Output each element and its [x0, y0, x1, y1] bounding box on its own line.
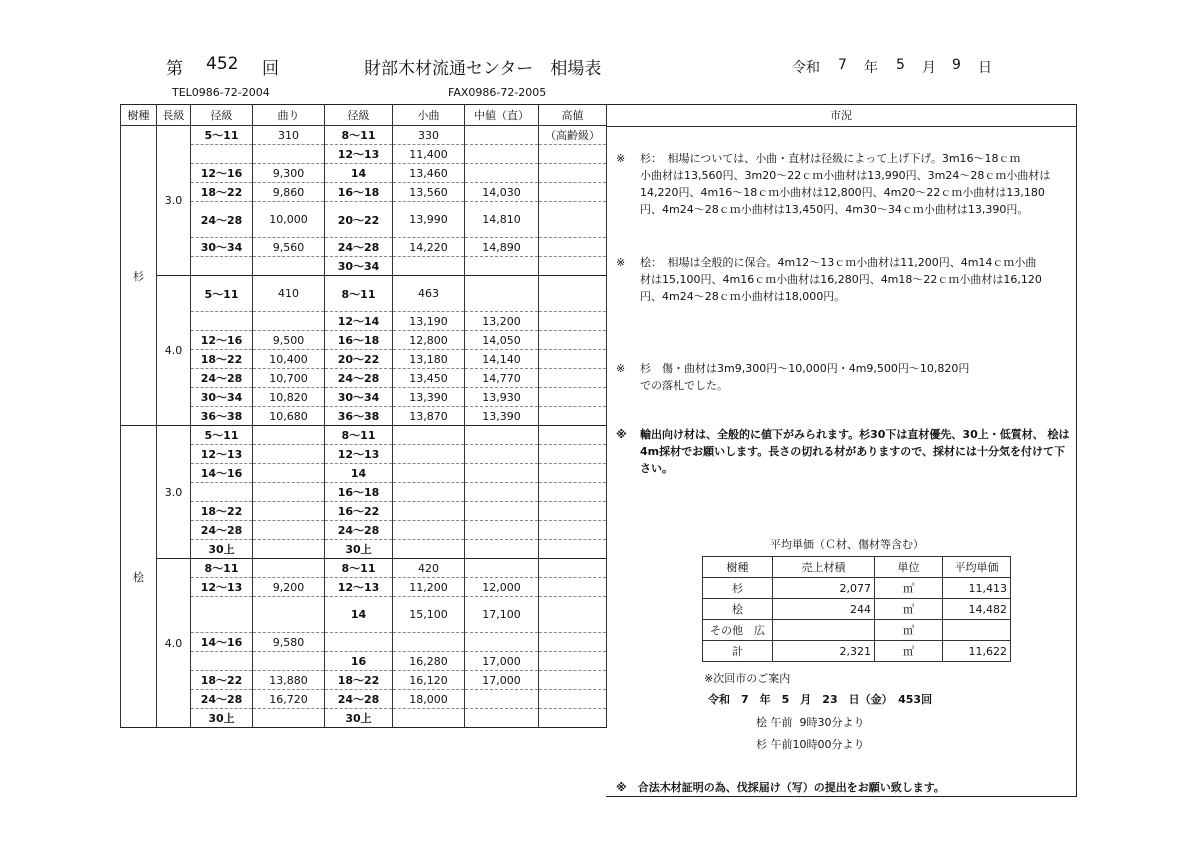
high-price-cell — [539, 238, 607, 257]
bent-price-cell: 9,860 — [253, 183, 325, 202]
diameter-cell: 18～22 — [325, 671, 393, 690]
bent-price-cell: 9,500 — [253, 331, 325, 350]
mid-price-cell: 14,050 — [465, 331, 539, 350]
avg-species-cell: 計 — [703, 641, 773, 662]
mid-price-cell: 14,030 — [465, 183, 539, 202]
high-price-cell — [539, 464, 607, 483]
damage-line-2: での落札でした。 — [640, 379, 728, 392]
diameter-cell — [191, 597, 253, 633]
diameter-cell: 30～34 — [325, 257, 393, 276]
bent-price-cell — [253, 709, 325, 728]
bent-price-cell — [253, 312, 325, 331]
diameter-cell: 24～28 — [191, 202, 253, 238]
table-row — [121, 652, 607, 671]
avg-price-cell — [943, 620, 1011, 641]
table-row — [121, 671, 607, 690]
table-row — [703, 578, 1011, 599]
bent-price-cell: 13,880 — [253, 671, 325, 690]
col-bent: 曲り — [253, 105, 325, 126]
export-comment — [616, 426, 1076, 477]
bent-price-cell — [253, 652, 325, 671]
high-price-cell — [539, 331, 607, 350]
species-cell: 桧 — [121, 426, 157, 728]
diameter-cell: 36～38 — [325, 407, 393, 426]
bent-price-cell — [253, 540, 325, 559]
table-row — [121, 483, 607, 502]
sugi-line-2: 小曲材は13,560円、3m20～22ｃｍ小曲材は13,990円、3m24～28ｃｍ小曲材は — [640, 169, 1051, 182]
diameter-cell: 18～22 — [191, 502, 253, 521]
mid-price-cell: 17,100 — [465, 597, 539, 633]
mid-price-cell — [465, 164, 539, 183]
col-slight-bent: 小曲 — [393, 105, 465, 126]
table-row — [703, 620, 1011, 641]
table-row — [121, 559, 607, 578]
avg-price-cell: 11,622 — [943, 641, 1011, 662]
avg-col-unit: 単位 — [875, 557, 943, 578]
slight-bent-price-cell: 11,200 — [393, 578, 465, 597]
length-cell: 4.0 — [157, 559, 191, 728]
table-row — [121, 164, 607, 183]
sugi-start-time: 杉 午前10時00分より — [756, 738, 865, 751]
table-row — [121, 633, 607, 652]
high-price-cell — [539, 671, 607, 690]
high-price-cell — [539, 388, 607, 407]
diameter-cell: 30～34 — [325, 388, 393, 407]
page-title: 財部木材流通センター 相場表 — [364, 59, 602, 79]
avg-unit-cell: ㎥ — [875, 599, 943, 620]
diameter-cell: 8～11 — [325, 559, 393, 578]
mid-price-cell — [465, 276, 539, 312]
col-high: 高値 — [539, 105, 607, 126]
diameter-cell: 18～22 — [191, 671, 253, 690]
note-mark: ※ — [616, 256, 626, 269]
average-table — [702, 556, 1011, 662]
high-price-cell: （高齢級） — [539, 126, 607, 145]
high-price-cell — [539, 521, 607, 540]
bent-price-cell — [253, 483, 325, 502]
round-suffix: 回 — [262, 59, 279, 79]
high-price-cell — [539, 483, 607, 502]
table-row — [121, 145, 607, 164]
diameter-cell: 30上 — [191, 709, 253, 728]
avg-volume-cell — [773, 620, 875, 641]
diameter-cell — [191, 145, 253, 164]
sugi-comment — [616, 150, 1076, 218]
diameter-cell: 16～18 — [325, 183, 393, 202]
high-price-cell — [539, 202, 607, 238]
diameter-cell: 24～28 — [325, 521, 393, 540]
diameter-cell: 30～34 — [191, 388, 253, 407]
diameter-cell: 18～22 — [191, 350, 253, 369]
mid-price-cell — [465, 540, 539, 559]
mid-price-cell: 13,390 — [465, 407, 539, 426]
mid-price-cell — [465, 257, 539, 276]
bent-price-cell: 9,300 — [253, 164, 325, 183]
slight-bent-price-cell: 18,000 — [393, 690, 465, 709]
diameter-cell: 16～18 — [325, 483, 393, 502]
bent-price-cell — [253, 597, 325, 633]
high-price-cell — [539, 369, 607, 388]
diameter-cell: 8～11 — [325, 426, 393, 445]
table-row — [121, 578, 607, 597]
hinoki-line-3: 円、4m24～28ｃｍ小曲材は18,000円。 — [640, 290, 846, 303]
tel-number: TEL0986-72-2004 — [172, 86, 270, 99]
mid-price-cell — [465, 690, 539, 709]
diameter-cell — [191, 312, 253, 331]
high-price-cell — [539, 350, 607, 369]
note-mark: ※ — [616, 428, 627, 441]
diameter-cell: 14 — [325, 464, 393, 483]
date-day: 9 — [952, 57, 961, 73]
bent-price-cell: 10,700 — [253, 369, 325, 388]
high-price-cell — [539, 145, 607, 164]
sugi-line-1: 杉： 相場については、小曲・直材は径級によって上げ下げ。3m16～18ｃｍ — [640, 152, 1021, 165]
diameter-cell: 12～13 — [325, 145, 393, 164]
diameter-cell: 24～28 — [191, 690, 253, 709]
avg-price-cell: 11,413 — [943, 578, 1011, 599]
bent-price-cell: 410 — [253, 276, 325, 312]
mid-price-cell: 14,890 — [465, 238, 539, 257]
table-row — [121, 426, 607, 445]
avg-species-cell: その他 広 — [703, 620, 773, 641]
avg-col-volume: 売上材積 — [773, 557, 875, 578]
table-row — [703, 599, 1011, 620]
table-row — [121, 331, 607, 350]
bent-price-cell: 16,720 — [253, 690, 325, 709]
slight-bent-price-cell — [393, 540, 465, 559]
diameter-cell: 8～11 — [325, 126, 393, 145]
diameter-cell: 24～28 — [325, 369, 393, 388]
note-mark: ※ — [616, 362, 626, 375]
damage-comment — [616, 360, 1076, 394]
slight-bent-price-cell: 13,460 — [393, 164, 465, 183]
high-price-cell — [539, 633, 607, 652]
slight-bent-price-cell — [393, 426, 465, 445]
avg-col-price: 平均単価 — [943, 557, 1011, 578]
bent-price-cell — [253, 257, 325, 276]
next-market-date: 令和 7 年 5 月 23 日（金） 453回 — [708, 693, 933, 706]
bent-price-cell: 10,000 — [253, 202, 325, 238]
diameter-cell: 18～22 — [191, 183, 253, 202]
diameter-cell: 8～11 — [325, 276, 393, 312]
length-cell: 4.0 — [157, 276, 191, 426]
high-price-cell — [539, 652, 607, 671]
table-row — [121, 388, 607, 407]
mid-price-cell — [465, 126, 539, 145]
high-price-cell — [539, 407, 607, 426]
hinoki-start-time: 桧 午前 9時30分より — [756, 716, 865, 729]
diameter-cell: 8～11 — [191, 559, 253, 578]
mid-price-cell — [465, 709, 539, 728]
slight-bent-price-cell — [393, 633, 465, 652]
avg-volume-cell: 2,321 — [773, 641, 875, 662]
table-row — [121, 521, 607, 540]
diameter-cell: 24～28 — [325, 238, 393, 257]
mid-price-cell: 17,000 — [465, 652, 539, 671]
diameter-cell: 20～22 — [325, 202, 393, 238]
mid-price-cell — [465, 445, 539, 464]
diameter-cell: 12～13 — [325, 445, 393, 464]
slight-bent-price-cell: 13,990 — [393, 202, 465, 238]
mid-price-cell: 13,200 — [465, 312, 539, 331]
slight-bent-price-cell: 330 — [393, 126, 465, 145]
slight-bent-price-cell — [393, 257, 465, 276]
slight-bent-price-cell: 14,220 — [393, 238, 465, 257]
date-month: 5 — [896, 57, 905, 73]
diameter-cell: 12～16 — [191, 331, 253, 350]
round-number: 452 — [206, 54, 239, 74]
diameter-cell: 30上 — [325, 709, 393, 728]
slight-bent-price-cell: 16,120 — [393, 671, 465, 690]
high-price-cell — [539, 597, 607, 633]
slight-bent-price-cell — [393, 483, 465, 502]
bent-price-cell: 310 — [253, 126, 325, 145]
mid-price-cell — [465, 633, 539, 652]
high-price-cell — [539, 312, 607, 331]
diameter-cell — [191, 652, 253, 671]
diameter-cell: 12～13 — [191, 445, 253, 464]
diameter-cell: 14～16 — [191, 633, 253, 652]
bent-price-cell — [253, 464, 325, 483]
hinoki-comment — [616, 254, 1076, 305]
slight-bent-price-cell: 13,180 — [393, 350, 465, 369]
avg-unit-cell: ㎥ — [875, 620, 943, 641]
mid-price-cell: 14,140 — [465, 350, 539, 369]
mid-price-cell — [465, 426, 539, 445]
species-cell: 杉 — [121, 126, 157, 426]
avg-volume-cell: 244 — [773, 599, 875, 620]
diameter-cell: 12～16 — [191, 164, 253, 183]
high-price-cell — [539, 276, 607, 312]
avg-species-cell: 桧 — [703, 599, 773, 620]
hinoki-line-2: 材は15,100円、4m16ｃｍ小曲材は16,280円、4m18～22ｃｍ小曲材は16,120 — [640, 273, 1042, 286]
col-diameter: 径級 — [191, 105, 253, 126]
table-row — [121, 350, 607, 369]
slight-bent-price-cell — [393, 502, 465, 521]
diameter-cell: 14 — [325, 597, 393, 633]
diameter-cell: 24～28 — [191, 521, 253, 540]
high-price-cell — [539, 578, 607, 597]
mid-price-cell — [465, 559, 539, 578]
diameter-cell: 5～11 — [191, 126, 253, 145]
diameter-cell — [191, 257, 253, 276]
table-row — [121, 238, 607, 257]
col-diameter-2: 径級 — [325, 105, 393, 126]
sugi-line-3: 14,220円、4m16～18ｃｍ小曲材は12,800円、4m20～22ｃｍ小曲材は13,180 — [640, 186, 1045, 199]
mid-price-cell — [465, 502, 539, 521]
slight-bent-price-cell: 16,280 — [393, 652, 465, 671]
diameter-cell: 36～38 — [191, 407, 253, 426]
table-row — [121, 369, 607, 388]
diameter-cell: 14～16 — [191, 464, 253, 483]
export-line-1: 輸出向け材は、全般的に値下がみられます。杉30下は直材優先、30上・低質材、 桧は — [640, 428, 1070, 441]
col-species: 樹種 — [121, 105, 157, 126]
damage-line-1: 杉 傷・曲材は3m9,300円～10,000円・4m9,500円～10,820円 — [640, 362, 970, 375]
diameter-cell — [191, 483, 253, 502]
high-price-cell — [539, 445, 607, 464]
diameter-cell: 5～11 — [191, 426, 253, 445]
average-table-body — [703, 578, 1011, 662]
mid-price-cell: 14,810 — [465, 202, 539, 238]
slight-bent-price-cell: 11,400 — [393, 145, 465, 164]
bent-price-cell: 10,400 — [253, 350, 325, 369]
high-price-cell — [539, 502, 607, 521]
slight-bent-price-cell: 13,560 — [393, 183, 465, 202]
market-title: 市況 — [606, 105, 1076, 127]
mid-price-cell: 13,930 — [465, 388, 539, 407]
diameter-cell: 12～13 — [325, 578, 393, 597]
diameter-cell: 16～22 — [325, 502, 393, 521]
diameter-cell — [325, 633, 393, 652]
table-row — [121, 407, 607, 426]
table-row — [121, 257, 607, 276]
bent-price-cell — [253, 502, 325, 521]
table-row — [121, 312, 607, 331]
col-length: 長級 — [157, 105, 191, 126]
table-row — [121, 540, 607, 559]
diameter-cell: 12～13 — [191, 578, 253, 597]
high-price-cell — [539, 426, 607, 445]
avg-price-cell: 14,482 — [943, 599, 1011, 620]
length-cell: 3.0 — [157, 426, 191, 559]
bent-price-cell: 9,560 — [253, 238, 325, 257]
col-mid-straight: 中値（直） — [465, 105, 539, 126]
bent-price-cell — [253, 145, 325, 164]
note-mark: ※ — [616, 152, 626, 165]
avg-species-cell: 杉 — [703, 578, 773, 599]
diameter-cell: 24～28 — [191, 369, 253, 388]
bent-price-cell: 9,200 — [253, 578, 325, 597]
footer-notice: ※ 合法木材証明の為、伐採届け（写）の提出をお願い致します。 — [616, 781, 945, 794]
mid-price-cell — [465, 483, 539, 502]
slight-bent-price-cell: 13,190 — [393, 312, 465, 331]
slight-bent-price-cell: 463 — [393, 276, 465, 312]
bent-price-cell — [253, 559, 325, 578]
high-price-cell — [539, 257, 607, 276]
export-line-3: さい。 — [640, 462, 673, 475]
bent-price-cell: 10,820 — [253, 388, 325, 407]
slight-bent-price-cell: 420 — [393, 559, 465, 578]
high-price-cell — [539, 540, 607, 559]
date-nichi: 日 — [978, 60, 992, 76]
table-row — [121, 597, 607, 633]
bent-price-cell — [253, 426, 325, 445]
mid-price-cell — [465, 145, 539, 164]
avg-unit-cell: ㎥ — [875, 578, 943, 599]
table-row — [121, 276, 607, 312]
diameter-cell: 30～34 — [191, 238, 253, 257]
slight-bent-price-cell: 15,100 — [393, 597, 465, 633]
round-prefix: 第 — [166, 59, 183, 79]
mid-price-cell: 17,000 — [465, 671, 539, 690]
mid-price-cell: 12,000 — [465, 578, 539, 597]
table-row — [121, 709, 607, 728]
slight-bent-price-cell: 12,800 — [393, 331, 465, 350]
table-row — [121, 202, 607, 238]
diameter-cell: 20～22 — [325, 350, 393, 369]
export-line-2: 4m採材でお願いします。長さの切れる材がありますので、採材には十分気を付けて下 — [640, 445, 1066, 458]
table-row — [121, 126, 607, 145]
diameter-cell: 14 — [325, 164, 393, 183]
table-row — [121, 502, 607, 521]
high-price-cell — [539, 183, 607, 202]
bent-price-cell — [253, 521, 325, 540]
table-row — [703, 641, 1011, 662]
table-row — [121, 445, 607, 464]
mid-price-cell — [465, 521, 539, 540]
price-table-body — [121, 126, 607, 728]
high-price-cell — [539, 559, 607, 578]
diameter-cell: 30上 — [325, 540, 393, 559]
diameter-cell: 12～14 — [325, 312, 393, 331]
slight-bent-price-cell: 13,450 — [393, 369, 465, 388]
diameter-cell: 16～18 — [325, 331, 393, 350]
mid-price-cell — [465, 464, 539, 483]
table-row — [121, 183, 607, 202]
table-row — [121, 690, 607, 709]
slight-bent-price-cell: 13,390 — [393, 388, 465, 407]
avg-volume-cell: 2,077 — [773, 578, 875, 599]
slight-bent-price-cell — [393, 709, 465, 728]
date-era: 令和 — [792, 60, 820, 76]
hinoki-line-1: 桧： 相場は全般的に保合。4m12～13ｃｍ小曲材は11,200円、4m14ｃｍ小曲 — [640, 256, 1037, 269]
price-table — [120, 104, 607, 728]
high-price-cell — [539, 690, 607, 709]
high-price-cell — [539, 709, 607, 728]
avg-col-species: 樹種 — [703, 557, 773, 578]
sugi-line-4: 円、4m24～28ｃｍ小曲材は13,450円、4m30～34ｃｍ小曲材は13,390円。 — [640, 203, 1029, 216]
avg-unit-cell: ㎥ — [875, 641, 943, 662]
high-price-cell — [539, 164, 607, 183]
diameter-cell: 24～28 — [325, 690, 393, 709]
slight-bent-price-cell — [393, 521, 465, 540]
mid-price-cell: 14,770 — [465, 369, 539, 388]
table-row — [121, 464, 607, 483]
date-nen: 年 — [864, 60, 878, 76]
bent-price-cell — [253, 445, 325, 464]
length-cell: 3.0 — [157, 126, 191, 276]
bent-price-cell: 10,680 — [253, 407, 325, 426]
slight-bent-price-cell — [393, 445, 465, 464]
slight-bent-price-cell — [393, 464, 465, 483]
diameter-cell: 30上 — [191, 540, 253, 559]
slight-bent-price-cell: 13,870 — [393, 407, 465, 426]
average-title: 平均単価（Ｃ材、傷材等含む） — [770, 538, 924, 551]
diameter-cell: 5～11 — [191, 276, 253, 312]
next-market-label: ※次回市のご案内 — [704, 672, 791, 685]
fax-number: FAX0986-72-2005 — [448, 86, 547, 99]
bent-price-cell: 9,580 — [253, 633, 325, 652]
diameter-cell: 16 — [325, 652, 393, 671]
date-gatsu: 月 — [922, 60, 936, 76]
date-year: 7 — [838, 57, 847, 73]
